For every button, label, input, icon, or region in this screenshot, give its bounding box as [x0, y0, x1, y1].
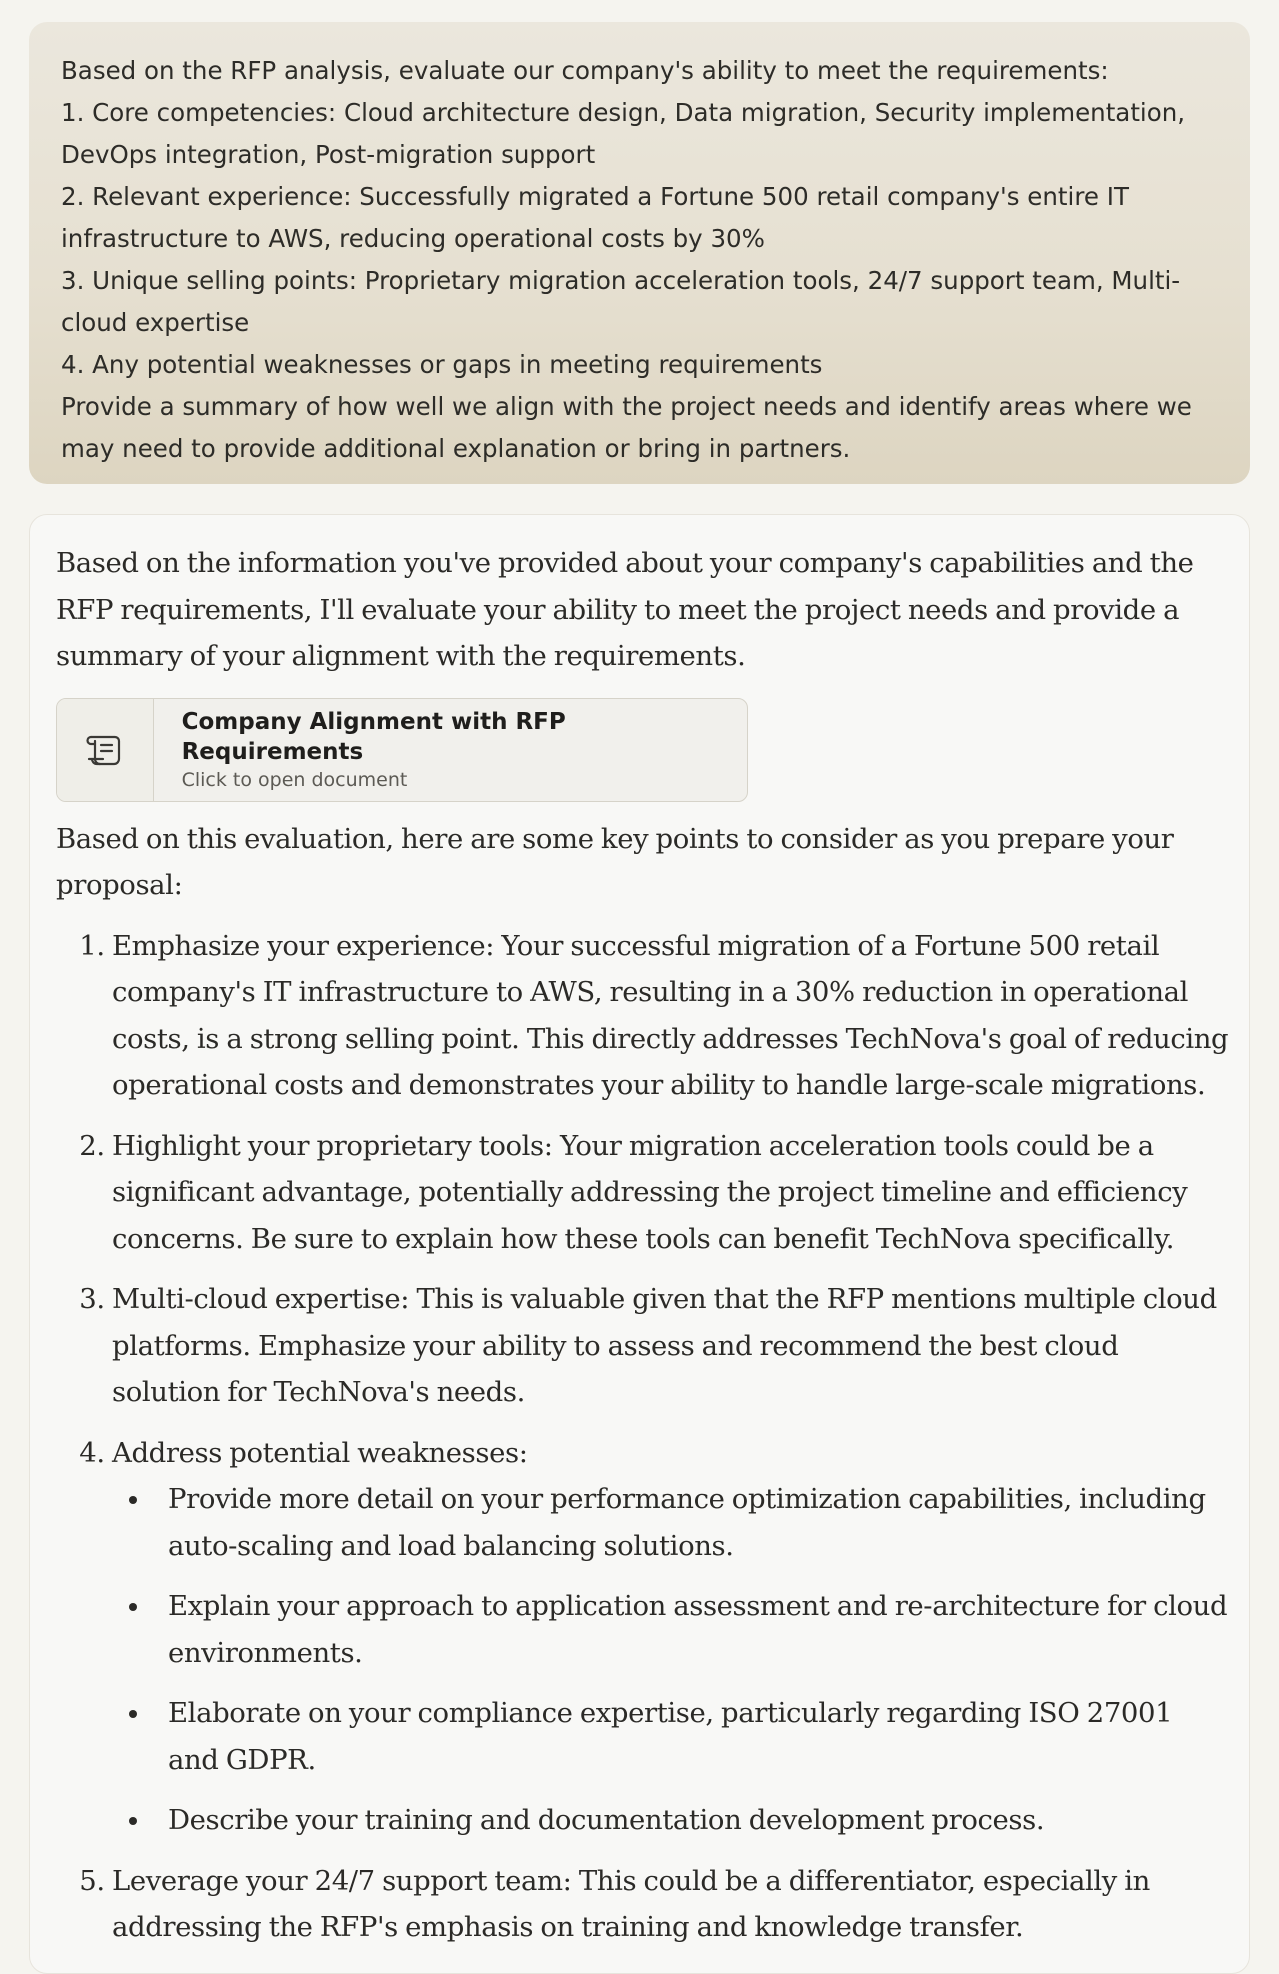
- artifact-text: [154, 699, 747, 801]
- user-message-line: 3. Unique selling points: Proprietary migration acceleration tools, 24/7 support team, Multi-cloud expertise: [61, 266, 1181, 337]
- list-item: [112, 1430, 1229, 1844]
- user-message-line: 1. Core competencies: Cloud architecture design, Data migration, Security implementation, DevOps integration, Post-migration support: [61, 98, 1186, 169]
- list-item-text: Address potential weaknesses:: [112, 1436, 528, 1469]
- user-message-line: Provide a summary of how well we align with the project needs and identify areas where we may need to provide additional explanation or bring in partners.: [61, 392, 1192, 463]
- list-item: [112, 1123, 1229, 1263]
- list-item-text: Highlight your proprietary tools: Your migration acceleration tools could be a significant advantage, potentially addressing the project timeline and efficiency concerns. Be sure to explain how these tools can benefit TechNova specifically.: [112, 1129, 1188, 1255]
- user-message-line: 4. Any potential weaknesses or gaps in meeting requirements: [61, 350, 823, 379]
- key-points-list: [56, 923, 1229, 1951]
- list-item-text: Emphasize your experience: Your successful migration of a Fortune 500 retail company's IT infrastructure to AWS, resulting in a 30% reduction in operational costs, is a strong selling point. This directly addresses TechNova's goal of reducing operational costs and demonstrates your ability to handle large-scale migrations.: [112, 929, 1229, 1101]
- assistant-lead-in: Based on this evaluation, here are some key points to consider as you prepare your proposal:: [56, 822, 1174, 901]
- artifact-subtitle: Click to open document: [181, 768, 408, 791]
- artifact-card[interactable]: [56, 698, 748, 802]
- user-message: [29, 22, 1250, 484]
- artifact-title: Company Alignment with RFP Requirements: [181, 708, 566, 765]
- list-item-text: Leverage your 24/7 support team: This could be a differentiator, especially in addressing the RFP's emphasis on training and knowledge transfer.: [112, 1864, 1150, 1943]
- weakness-item: • Describe your training and documentation development process.: [152, 1797, 1229, 1844]
- weakness-item: • Explain your approach to application assessment and re-architecture for cloud environments.: [152, 1583, 1229, 1676]
- weakness-list: [112, 1476, 1229, 1844]
- user-message-line: 2. Relevant experience: Successfully migrated a Fortune 500 retail company's entire IT infrastructure to AWS, reducing operational costs by 30%: [61, 182, 1129, 253]
- user-message-line: Based on the RFP analysis, evaluate our company's ability to meet the requirements:: [61, 56, 1109, 85]
- weakness-item: • Elaborate on your compliance expertise, particularly regarding ISO 27001 and GDPR.: [152, 1690, 1229, 1783]
- list-item: [112, 1276, 1229, 1416]
- document-scroll-icon: [85, 731, 125, 769]
- list-item-text: Multi-cloud expertise: This is valuable given that the RFP mentions multiple cloud platforms. Emphasize your ability to assess and recommend the best cloud solution for TechNova's needs.: [112, 1283, 1217, 1408]
- list-item: [112, 923, 1229, 1109]
- artifact-icon-container: [57, 699, 154, 801]
- weakness-item: • Provide more detail on your performance optimization capabilities, including auto-scaling and load balancing solutions.: [152, 1476, 1229, 1569]
- assistant-intro: Based on the information you've provided about your company's capabilities and the RFP requirements, I'll evaluate your ability to meet the project needs and provide a summary of your alignment with the requirements.: [56, 547, 1194, 672]
- assistant-message: [29, 514, 1250, 1974]
- list-item: [112, 1858, 1229, 1951]
